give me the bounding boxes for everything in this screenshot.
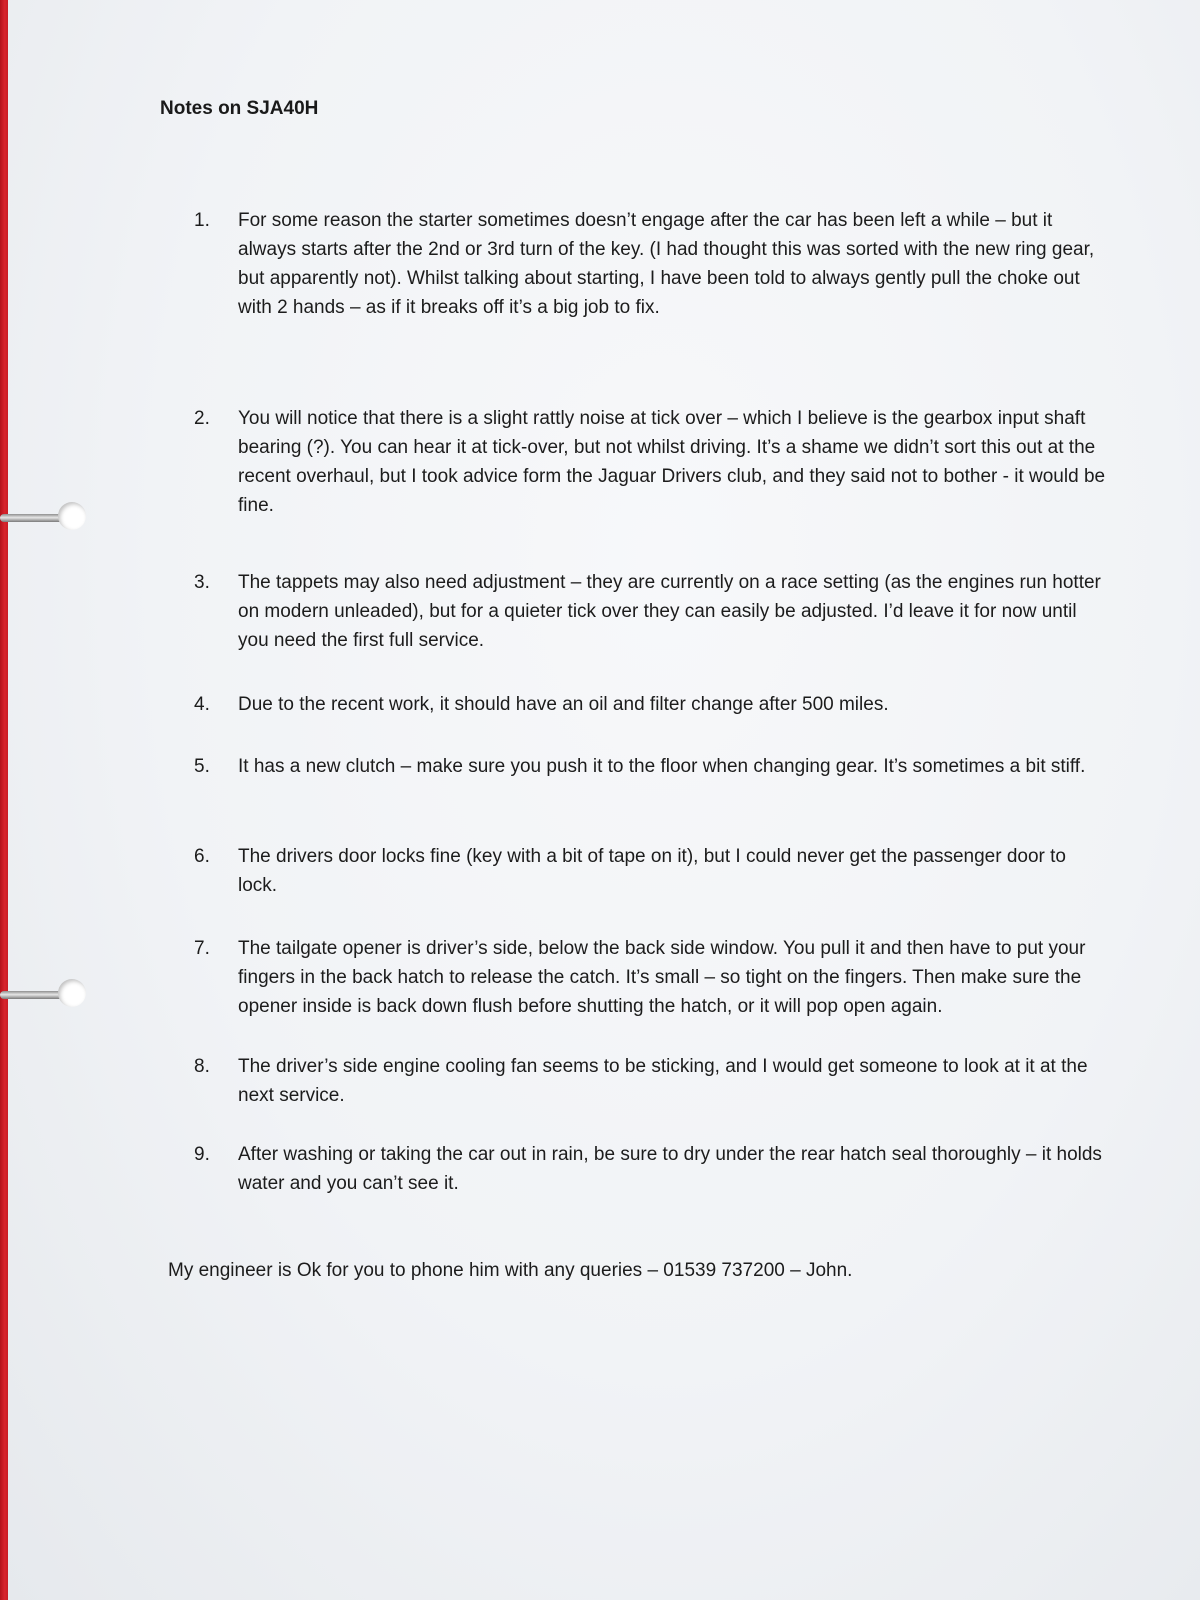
note-item	[194, 568, 1108, 655]
note-text: For some reason the starter sometimes doesn’t engage after the car has been left a while – but it always starts after the 2nd or 3rd turn of the key. (I had thought this was sorted with the new ring gear, but apparently not). Whilst talking about starting, I have been told to always gently pull the choke out with 2 hands – as if it breaks off it’s a big job to fix.	[238, 210, 1095, 318]
document-title: Notes on SJA40H	[160, 98, 319, 119]
note-number: 9.	[194, 1144, 210, 1165]
binder-edge	[0, 0, 8, 1600]
note-number: 5.	[194, 756, 210, 777]
note-item	[194, 404, 1108, 520]
note-text: The driver’s side engine cooling fan seems to be sticking, and I would get someone to look at it at the next service.	[238, 1056, 1088, 1106]
note-text: You will notice that there is a slight rattly noise at tick over – which I believe is the gearbox input shaft bearing (?). You can hear it at tick-over, but not whilst driving. It’s a shame we didn’t sort this out at the recent overhaul, but I took advice form the Jaguar Drivers club, and they said not to bother - it would be fine.	[238, 408, 1106, 516]
binder-ring-icon	[0, 508, 90, 528]
note-text: After washing or taking the car out in rain, be sure to dry under the rear hatch seal thoroughly – it holds water and you can’t see it.	[238, 1144, 1102, 1194]
document-page	[8, 0, 1200, 1600]
note-text: Due to the recent work, it should have an oil and filter change after 500 miles.	[238, 694, 889, 715]
note-number: 1.	[194, 210, 210, 231]
note-number: 2.	[194, 408, 210, 429]
note-number: 7.	[194, 938, 210, 959]
note-item	[194, 752, 1108, 781]
note-number: 6.	[194, 846, 210, 867]
binder-ring-icon	[0, 985, 90, 1005]
note-item	[194, 1140, 1108, 1198]
note-item	[194, 206, 1108, 322]
note-text: The tappets may also need adjustment – they are currently on a race setting (as the engines run hotter on modern unleaded), but for a quieter tick over they can easily be adjusted. I’d leave it for now until you need the first full service.	[238, 572, 1101, 651]
note-text: The tailgate opener is driver’s side, below the back side window. You pull it and then have to put your fingers in the back hatch to release the catch. It’s small – so tight on the fingers. Then make sure the opener inside is back down flush before shutting the hatch, or it will pop open again.	[238, 938, 1086, 1017]
note-item	[194, 934, 1108, 1021]
note-item	[194, 842, 1108, 900]
footer-contact-note: My engineer is Ok for you to phone him with any queries – 01539 737200 – John.	[168, 1260, 853, 1281]
note-text: It has a new clutch – make sure you push it to the floor when changing gear. It’s sometimes a bit stiff.	[238, 756, 1086, 777]
note-number: 8.	[194, 1056, 210, 1077]
note-item	[194, 690, 1108, 719]
note-item	[194, 1052, 1108, 1110]
note-number: 4.	[194, 694, 210, 715]
note-number: 3.	[194, 572, 210, 593]
note-text: The drivers door locks fine (key with a bit of tape on it), but I could never get the passenger door to lock.	[238, 846, 1067, 896]
